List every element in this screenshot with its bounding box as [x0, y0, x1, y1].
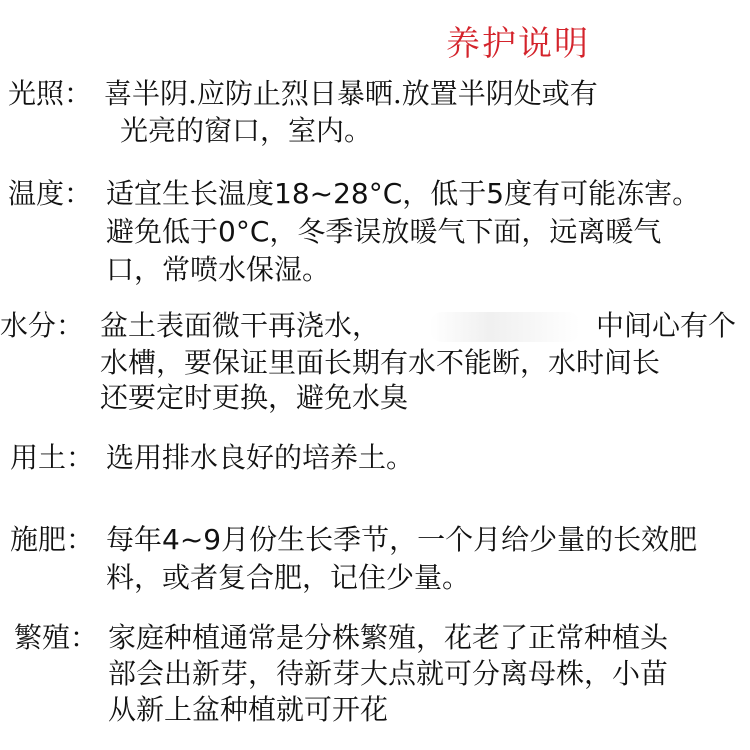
section-line: 适宜生长温度18~28°C，低于5度有可能冻害。	[106, 177, 701, 210]
section-line: 选用排水良好的培养土。	[106, 441, 415, 474]
section-line: 口，常喷水保湿。	[106, 253, 331, 286]
section-line: 盆土表面微干再浇水，	[100, 309, 381, 342]
section-line: 部会出新芽，待新芽大点就可分离母株，小苗	[108, 657, 669, 690]
section-line: 家庭种植通常是分株繁殖，花老了正常种植头	[108, 621, 669, 654]
section-label-propagation: 繁殖：	[14, 621, 99, 654]
page-title: 养护说明	[446, 24, 590, 64]
section-label-water: 水分：	[0, 309, 85, 342]
section-line: 中间心有个	[596, 309, 737, 342]
smudge-mark	[430, 312, 580, 342]
section-label-temperature: 温度：	[8, 177, 93, 210]
section-line: 还要定时更换，避免水臭	[100, 381, 409, 414]
section-label-fertilizer: 施肥：	[10, 523, 95, 556]
section-line: 喜半阴.应防止烈日暴晒.放置半阴处或有	[104, 77, 598, 110]
section-line: 从新上盆种植就可开花	[108, 693, 389, 726]
section-line: 每年4~9月份生长季节，一个月给少量的长效肥	[106, 523, 698, 556]
section-label-soil: 用土：	[10, 441, 95, 474]
section-line: 避免低于0°C，冬季误放暖气下面，远离暖气	[106, 215, 662, 248]
section-label-light: 光照：	[8, 77, 93, 110]
section-line: 光亮的窗口，室内。	[120, 114, 373, 147]
section-line: 料，或者复合肥，记住少量。	[106, 561, 471, 594]
section-line: 水槽，要保证里面长期有水不能断，水时间长	[100, 346, 661, 379]
